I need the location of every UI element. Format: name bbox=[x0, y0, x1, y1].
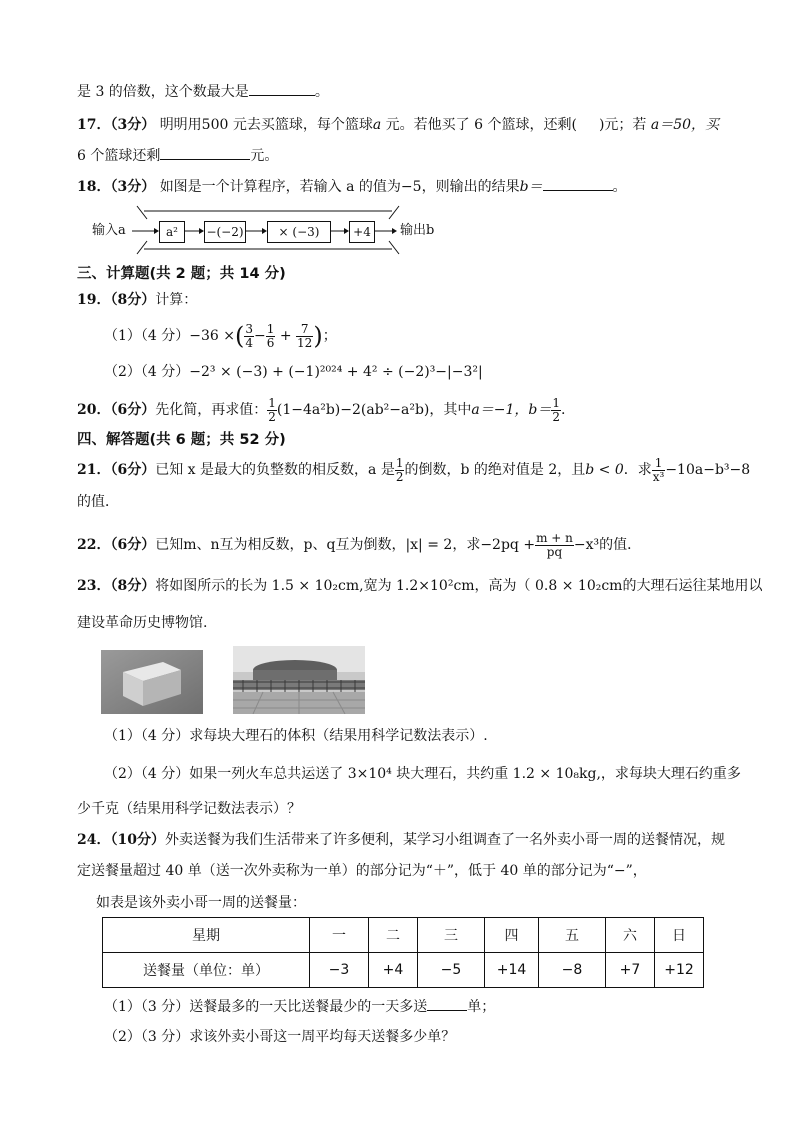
fraction: $\frac{3}{4}$ bbox=[245, 321, 254, 350]
answer-blank[interactable] bbox=[427, 995, 467, 1011]
question-24-part1: （1）（3 分）送餐最多的一天比送餐最少的一天多送 单； bbox=[104, 995, 495, 1017]
section-4-title: 四、解答题(共 6 题；共 52 分) bbox=[77, 432, 286, 448]
question-20: 20．（6分）先化简，再求值： $\frac{1}{2}$ (1−4a²b)−2(ab²−a²b)，其中a＝−1，b＝ $\frac{1}{2}$ . bbox=[77, 395, 566, 424]
table-cell: +4 bbox=[369, 953, 418, 988]
answer-blank[interactable] bbox=[249, 80, 315, 96]
table-header-cell: 三 bbox=[418, 918, 485, 953]
table-row bbox=[103, 953, 704, 988]
fraction: $\frac{1}{6}$ bbox=[266, 321, 275, 350]
flow-input-label: 输入a bbox=[92, 223, 126, 238]
question-24-intro: 如表是该外卖小哥一周的送餐量： bbox=[96, 895, 306, 911]
table-cell: −5 bbox=[418, 953, 485, 988]
table-header-cell: 星期 bbox=[103, 918, 310, 953]
table-header-cell: 四 bbox=[485, 918, 539, 953]
table-cell: +12 bbox=[655, 953, 704, 988]
question-23-part1: （1）（4 分）求每块大理石的体积（结果用科学记数法表示）. bbox=[104, 728, 488, 744]
table-cell: +7 bbox=[606, 953, 655, 988]
question-19-part2: （2）（4 分）−2³ × (−3) + (−1)²⁰²⁴ + 4² ÷ (−2)³−|−3²| bbox=[104, 364, 483, 380]
question-18: 18．（3分） 如图是一个计算程序，若输入 a 的值为−5，则输出的结果b＝ 。 bbox=[77, 175, 627, 197]
table-header-cell: 六 bbox=[606, 918, 655, 953]
answer-blank[interactable] bbox=[543, 175, 613, 191]
table-header-cell: 二 bbox=[369, 918, 418, 953]
question-23-part2-line2: 少千克（结果用科学记数法表示）？ bbox=[77, 801, 301, 817]
fraction: $\frac{1}{2}$ bbox=[552, 395, 560, 424]
section-3-title: 三、计算题(共 2 题；共 14 分) bbox=[77, 266, 286, 282]
fraction: $\frac{1}{\text{x³}}$ bbox=[652, 455, 665, 484]
table-cell: +14 bbox=[485, 953, 539, 988]
fraction: $\frac{m + n}{pq}$ bbox=[536, 530, 573, 559]
question-23: 23．（8分）将如图所示的长为 1.5 × 10₂cm,宽为 1.2×10²cm，高为（ 0.8 × 10₂cm的大理石运往某地用以 bbox=[77, 578, 763, 594]
question-23-part2: （2）（4 分）如果一列火车总共运送了 3×10⁴ 块大理石，共约重 1.2 × 10₈kg,，求每块大理石约重多 bbox=[104, 766, 741, 782]
question-21: 21．（6分）已知 x 是最大的负整数的相反数，a 是 $\frac{1}{2}$ 的倒数，b 的绝对值是 2，且b < 0．求 $\frac{1}{\text{x³}}$ −10a−b³−8 bbox=[77, 455, 751, 484]
table-cell: −8 bbox=[539, 953, 606, 988]
table-cell: −3 bbox=[310, 953, 369, 988]
flow-step-subtract: −(−2) bbox=[204, 221, 246, 243]
fraction: $\frac{7}{12}$ bbox=[297, 321, 313, 350]
museum-building-image bbox=[233, 646, 365, 714]
question-17: 17．（3分） 明明用500 元去买篮球，每个篮球a 元。若他买了 6 个篮球，还剩( )元；若 a＝50，买 bbox=[77, 117, 720, 133]
question-24: 24．（10分）外卖送餐为我们生活带来了许多便利，某学习小组调查了一名外卖小哥一周的送餐情况，规 bbox=[77, 832, 725, 848]
flow-output-label: 输出b bbox=[400, 223, 435, 238]
question-24-part2: （2）（3 分）求该外卖小哥这一周平均每天送餐多少单？ bbox=[104, 1029, 456, 1045]
flow-step-multiply: × (−3) bbox=[267, 221, 331, 243]
question-19-part1: （1）（4 分）−36 ×( $\frac{3}{4}$ − $\frac{1}{6}$ + $\frac{7}{12}$ )； bbox=[104, 321, 337, 350]
table-header-cell: 一 bbox=[310, 918, 369, 953]
table-header-cell: 日 bbox=[655, 918, 704, 953]
calculation-flowchart bbox=[92, 205, 437, 255]
question-24-line2: 定送餐量超过 40 单（送一次外卖称为一单）的部分记为“＋”，低于 40 单的部分记为“−”， bbox=[77, 863, 647, 879]
question-22: 22．（6分）已知m、n互为相反数，p、q互为倒数，|x| = 2，求−2pq + $\frac{m + n}{pq}$ −x³的值． bbox=[77, 530, 642, 559]
question-19: 19．（8分）计算： bbox=[77, 292, 198, 308]
fraction: $\frac{1}{2}$ bbox=[395, 455, 404, 484]
answer-blank[interactable] bbox=[160, 144, 250, 160]
question-23-line2: 建设革命历史博物馆. bbox=[77, 615, 208, 631]
table-header-row bbox=[103, 918, 704, 953]
flow-step-add: +4 bbox=[349, 221, 375, 243]
table-header-cell: 五 bbox=[539, 918, 606, 953]
fraction: $\frac{1}{2}$ bbox=[268, 395, 276, 424]
delivery-table bbox=[102, 917, 704, 988]
q16-continuation: 是 3 的倍数，这个数最大是 。 bbox=[77, 80, 329, 102]
flowchart-frame bbox=[92, 205, 437, 255]
marble-block-image bbox=[101, 650, 203, 714]
question-21-line2: 的值． bbox=[77, 494, 119, 510]
table-row-label: 送餐量（单位：单） bbox=[103, 953, 310, 988]
question-17-line2: 6 个篮球还剩 元。 bbox=[77, 144, 278, 166]
flow-step-square: a² bbox=[159, 221, 185, 243]
